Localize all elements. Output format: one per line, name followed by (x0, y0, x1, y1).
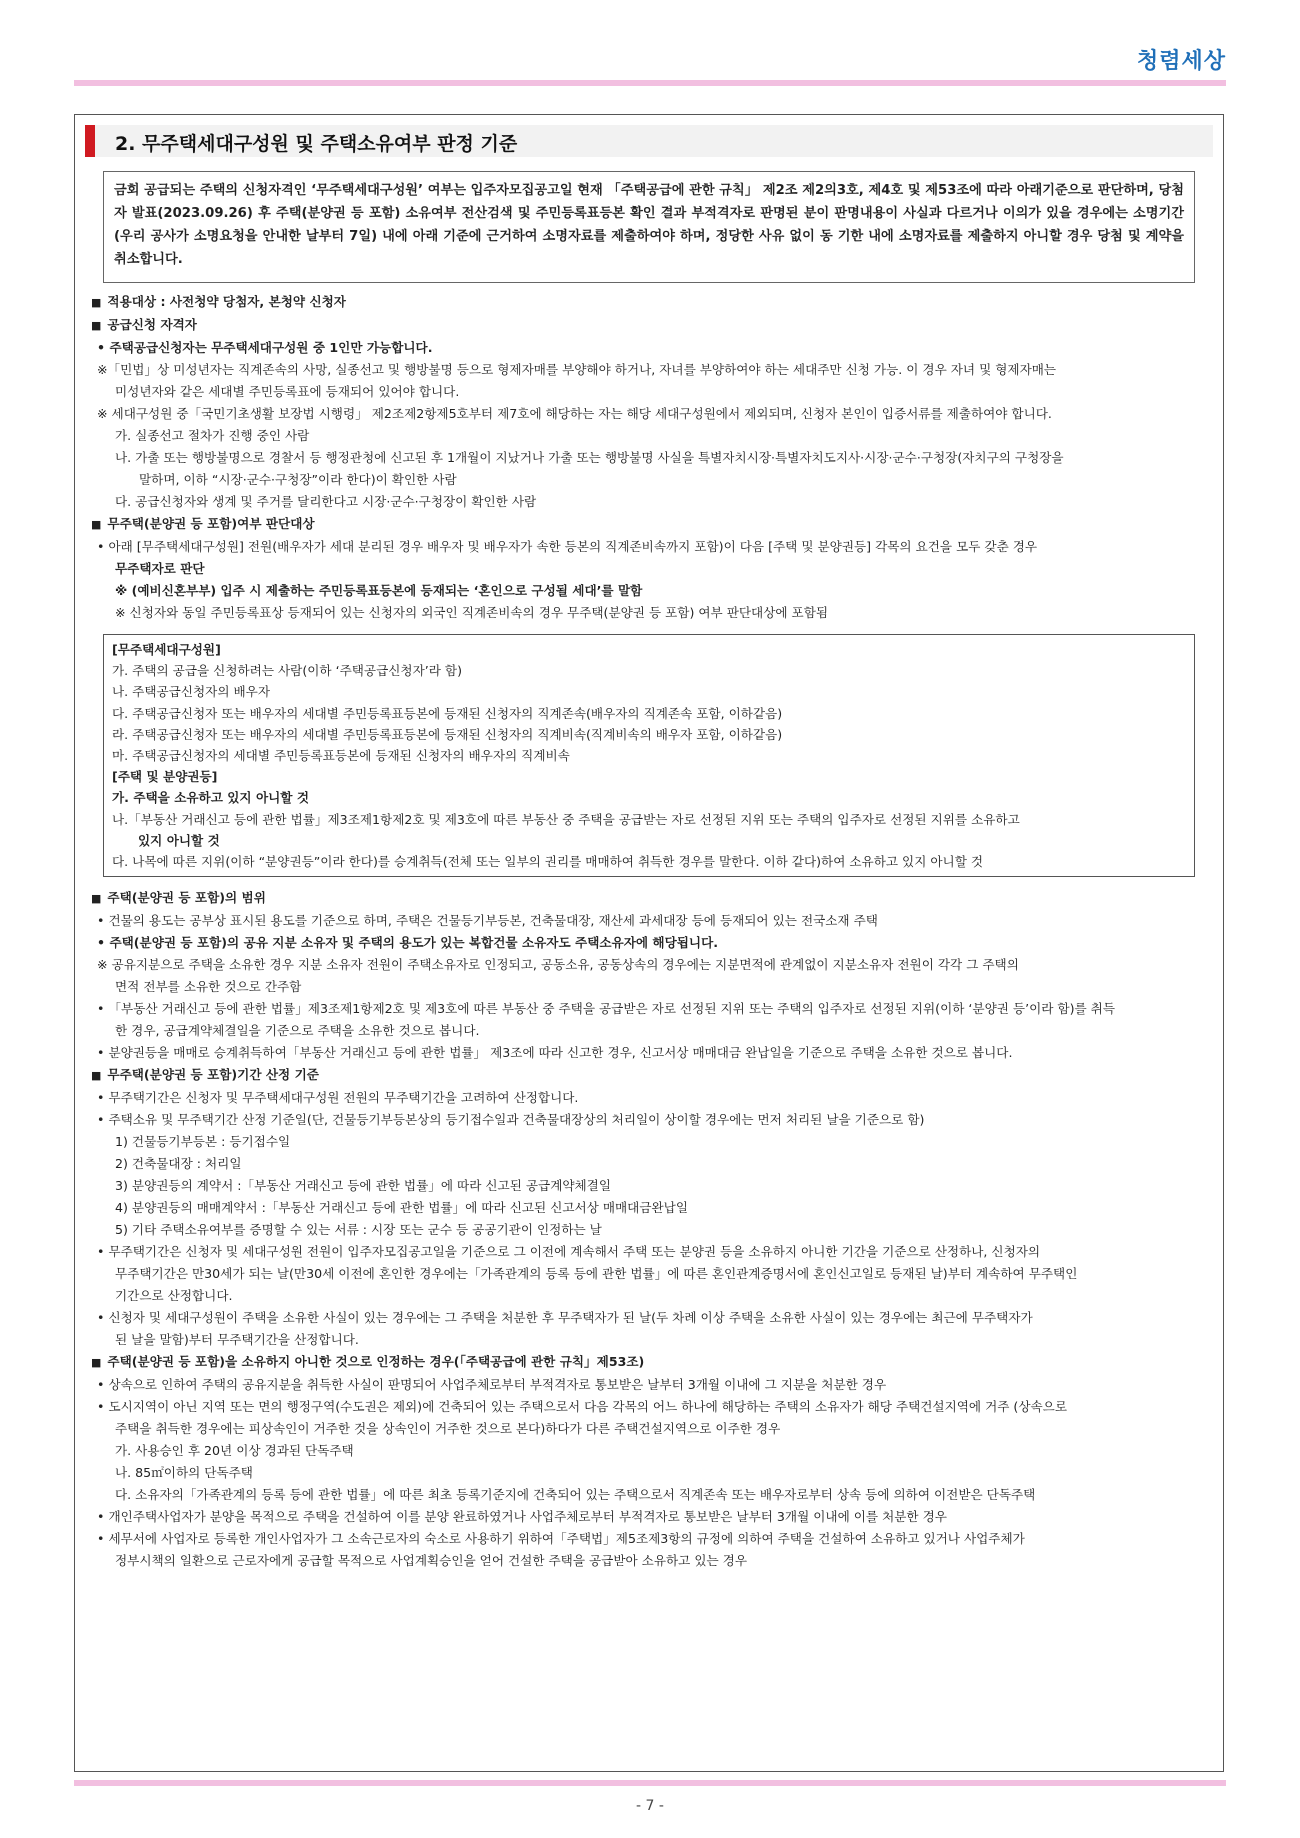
bullet: • 주택공급신청자는 무주택세대구성원 중 1인만 가능합니다. (97, 340, 433, 355)
box-heading: [주택 및 분양권등] (112, 769, 218, 785)
box-item: 나.「부동산 거래신고 등에 관한 법률」제3조제1항제2호 및 제3호에 따른 부동산 중 주택을 공급받는 자로 선정된 지위 또는 주택의 입주자로 선정된 지위를 소유하고 (112, 811, 1020, 827)
criteria-content (89, 291, 1215, 1572)
numbered-item: 3) 분양권등의 계약서 :「부동산 거래신고 등에 관한 법률」에 따라 신고된 공급계약체결일 (115, 1178, 612, 1194)
sub-item: 다. 공급신청자와 생계 및 주거를 달리한다고 시장·군수·구청장이 확인한 사람 (115, 494, 537, 509)
sub-item: 나. 가출 또는 행방불명으로 경찰서 등 행정관청에 신고된 후 1개월이 지났거나 가출 또는 행방불명 사실을 특별자치시장·특별자치도지사·시장·군수·구청장(자치구의 구청장을 (115, 450, 1064, 465)
bullet-cont: 무주택기간은 만30세가 되는 날(만30세 이전에 혼인한 경우에는「가족관계의 등록 등에 관한 법률」에 따른 혼인관계증명서에 혼인신고일로 등재된 날)부터 계속하여 무주택인 (115, 1266, 1078, 1282)
box-item: 가. 주택을 소유하고 있지 아니할 것 (112, 790, 310, 806)
box-heading: [무주택세대구성원] (112, 642, 221, 657)
definition-box (103, 634, 1195, 877)
numbered-item: 4) 분양권등의 매매계약서 :「부동산 거래신고 등에 관한 법률」에 따라 신고된 신고서상 매매대금완납일 (115, 1200, 689, 1216)
section-title: 2. 무주택세대구성원 및 주택소유여부 판정 기준 (115, 133, 518, 155)
bullet: • 상속으로 인하여 주택의 공유지분을 취득한 사실이 판명되어 사업주체로부터 부적격자로 통보받은 날부터 3개월 이내에 그 지분을 처분한 경우 (97, 1377, 887, 1393)
reference-note-cont: 면적 전부를 소유한 것으로 간주함 (115, 979, 302, 995)
page-number: - 7 - (636, 1798, 664, 1814)
numbered-item: 1) 건물등기부등본 : 등기접수일 (115, 1134, 291, 1150)
box-item-cont: 있지 아니할 것 (138, 832, 220, 848)
reference-note: ※ 공유지분으로 주택을 소유한 경우 지분 소유자 전원이 주택소유자로 인정되고, 공동소유, 공동상속의 경우에는 지분면적에 관계없이 지분소유자 전원이 각각 그 주택의 (97, 957, 1019, 973)
bullet-cont: 무주택자로 판단 (115, 561, 205, 576)
footer-pink-bar (74, 1780, 1226, 1786)
bullet: • 「부동산 거래신고 등에 관한 법률」제3조제1항제2호 및 제3호에 따른 부동산 중 주택을 공급받은 자로 선정된 지위 또는 주택의 입주자로 선정된 지위(이하 ‘분양권 등’이라 함)를 취득 (97, 1001, 1116, 1017)
sub-item: 가. 사용승인 후 20년 이상 경과된 단독주택 (115, 1443, 354, 1459)
heading-non-ownership-cases: ■ 주택(분양권 등 포함)을 소유하지 아니한 것으로 인정하는 경우(「주택공급에 관한 규칙」제53조) (91, 1354, 645, 1370)
title-accent-bar (85, 125, 95, 157)
bullet: • 무주택기간은 신청자 및 무주택세대구성원 전원의 무주택기간을 고려하여 산정합니다. (97, 1090, 579, 1106)
section-title-bar (85, 125, 1213, 157)
reference-note-cont: 미성년자와 같은 세대별 주민등록표에 등재되어 있어야 합니다. (115, 384, 460, 399)
bullet: • 아래 [무주택세대구성원] 전원(배우자가 세대 분리된 경우 배우자 및 배우자가 속한 등본의 직계존비속까지 포함)이 다음 [주택 및 분양권등] 각목의 요건을 모두 갖춘 경우 (97, 539, 1038, 554)
sub-item: 나. 85㎡이하의 단독주택 (115, 1465, 253, 1481)
bullet-cont: 기간으로 산정합니다. (115, 1288, 233, 1304)
heading-qualification: ■ 공급신청 자격자 (91, 317, 197, 332)
bullet: • 신청자 및 세대구성원이 주택을 소유한 사실이 있는 경우에는 그 주택을 처분한 후 무주택자가 된 날(두 차례 이상 주택을 소유한 사실이 있는 경우에는 최근에 무주택자가 (97, 1310, 1033, 1326)
heading-apply-target: ■ 적용대상 : 사전청약 당첨자, 본청약 신청자 (91, 294, 346, 309)
box-item: 라. 주택공급신청자 또는 배우자의 세대별 주민등록표등본에 등재된 신청자의 직계비속(직계비속의 배우자 포함, 이하같음) (112, 726, 783, 742)
bullet-cont: 된 날을 말함)부터 무주택기간을 산정합니다. (115, 1332, 359, 1348)
heading-period-calc: ■ 무주택(분양권 등 포함)기간 산정 기준 (91, 1067, 319, 1083)
sub-item-cont: 말하며, 이하 “시장·군수·구청장”이라 한다)이 확인한 사람 (139, 472, 457, 487)
box-item: 가. 주택의 공급을 신청하려는 사람(이하 ‘주택공급신청자’라 함) (112, 663, 462, 679)
bullet: • 주택(분양권 등 포함)의 공유 지분 소유자 및 주택의 용도가 있는 복합건물 소유자도 주택소유자에 해당됩니다. (97, 935, 719, 951)
logo-text: 청렴세상 (1136, 49, 1226, 74)
bullet: • 건물의 용도는 공부상 표시된 용도를 기준으로 하며, 주택은 건물등기부등본, 건축물대장, 재산세 과세대장 등에 등재되어 있는 전국소재 주택 (97, 913, 878, 929)
reference-note: ※「민법」상 미성년자는 직계존속의 사망, 실종선고 및 행방불명 등으로 형제자매를 부양해야 하거나, 자녀를 부양하여야 하는 세대주만 신청 가능. 이 경우 자녀 및 형제자매는 (97, 362, 1057, 377)
content-frame (74, 114, 1224, 1772)
bullet: • 도시지역이 아닌 지역 또는 면의 행정구역(수도권은 제외)에 건축되어 있는 주택으로서 다음 각목의 어느 하나에 해당하는 주택의 소유자가 해당 주택건설지역에 거주 (상속으로 (97, 1399, 1067, 1415)
box-item: 마. 주택공급신청자의 세대별 주민등록표등본에 등재된 신청자의 배우자의 직계비속 (112, 748, 570, 764)
sub-item: 가. 실종선고 절차가 진행 중인 사람 (115, 428, 310, 443)
box-item: 나. 주택공급신청자의 배우자 (112, 684, 270, 700)
heading-judgement-target: ■ 무주택(분양권 등 포함)여부 판단대상 (91, 516, 315, 531)
bullet-cont: 한 경우, 공급계약체결일을 기준으로 주택을 소유한 것으로 봅니다. (115, 1023, 480, 1039)
bullet: • 개인주택사업자가 분양을 목적으로 주택을 건설하여 이를 분양 완료하였거나 사업주체로부터 부적격자로 통보받은 날부터 3개월 이내에 이를 처분한 경우 (97, 1509, 947, 1525)
cheongnyeom-logo (1137, 44, 1226, 75)
intro-notice-box: 금회 공급되는 주택의 신청자격인 ‘무주택세대구성원’ 여부는 입주자모집공고일 현재 「주택공급에 관한 규칙」 제2조 제2의3호, 제4호 및 제53조에 따라 아래기준으로 판단하며, 당첨자 발표(2023.09.26) 후 주택(분양권 등 포함) 소유여부 전산검색 및 주민등록표등본 확인 결과 부적격자로 판명된 분이 판명내용이 사실과 다르거나 이의가 있을 경우에는 소명기간(우리 공사가 소명요청을 안내한 날부터 7일) 내에 아래 기준에 근거하여 소명자료를 제출하여야 하며, 정당한 사유 없이 동 기한 내에 소명자료를 제출하지 아니할 경우 당첨 및 계약을 취소합니다. (103, 171, 1195, 283)
bullet: • 주택소유 및 무주택기간 산정 기준일(단, 건물등기부등본상의 등기접수일과 건축물대장상의 처리일이 상이할 경우에는 먼저 처리된 날을 기준으로 함) (97, 1112, 925, 1128)
heading-housing-scope: ■ 주택(분양권 등 포함)의 범위 (91, 890, 266, 906)
bullet: • 세무서에 사업자로 등록한 개인사업자가 그 소속근로자의 숙소로 사용하기 위하여「주택법」제5조제3항의 규정에 의하여 주택을 건설하여 소유하고 있거나 사업주체가 (97, 1531, 1025, 1547)
bullet-cont: 정부시책의 일환으로 근로자에게 공급할 목적으로 사업계획승인을 얻어 건설한 주택을 공급받아 소유하고 있는 경우 (115, 1553, 747, 1569)
bullet: • 무주택기간은 신청자 및 세대구성원 전원이 입주자모집공고일을 기준으로 그 이전에 계속해서 주택 또는 분양권 등을 소유하지 아니한 기간을 기준으로 산정하나, 신청자의 (97, 1244, 1041, 1260)
reference-note: ※ 신청자와 동일 주민등록표상 등재되어 있는 신청자의 외국인 직계존비속의 경우 무주택(분양권 등 포함) 여부 판단대상에 포함됨 (115, 605, 829, 620)
numbered-item: 5) 기타 주택소유여부를 증명할 수 있는 서류 : 시장 또는 군수 등 공공기관이 인정하는 날 (115, 1222, 602, 1238)
numbered-item: 2) 건축물대장 : 처리일 (115, 1156, 242, 1172)
header-pink-bar (74, 80, 1226, 86)
box-item: 다. 주택공급신청자 또는 배우자의 세대별 주민등록표등본에 등재된 신청자의 직계존속(배우자의 직계존속 포함, 이하같음) (112, 705, 783, 721)
reference-note: ※ 세대구성원 중「국민기초생활 보장법 시행령」 제2조제2항제5호부터 제7호에 해당하는 자는 해당 세대구성원에서 제외되며, 신청자 본인이 입증서류를 제출하여야 합니다. (97, 406, 1052, 421)
bullet-cont: 주택을 취득한 경우에는 피상속인이 거주한 것을 상속인이 거주한 것으로 본다)하다가 다른 주택건설지역으로 이주한 경우 (115, 1421, 781, 1437)
bullet: • 분양권등을 매매로 승계취득하여「부동산 거래신고 등에 관한 법률」 제3조에 따라 신고한 경우, 신고서상 매매대금 완납일을 기준으로 주택을 소유한 것으로 봅니다. (97, 1045, 1013, 1061)
reference-note: ※ (예비신혼부부) 입주 시 제출하는 주민등록표등본에 등재되는 ‘혼인으로 구성될 세대’를 말함 (115, 583, 643, 598)
box-item: 다. 나목에 따른 지위(이하 “분양권등”이라 한다)를 승계취득(전체 또는 일부의 권리를 매매하여 취득한 경우를 말한다. 이하 같다)하여 소유하고 있지 아니할 것 (112, 854, 984, 870)
sub-item: 다. 소유자의「가족관계의 등록 등에 관한 법률」에 따른 최초 등록기준지에 건축되어 있는 주택으로서 직계존속 또는 배우자로부터 상속 등에 의하여 이전받은 단독주택 (115, 1487, 1036, 1503)
